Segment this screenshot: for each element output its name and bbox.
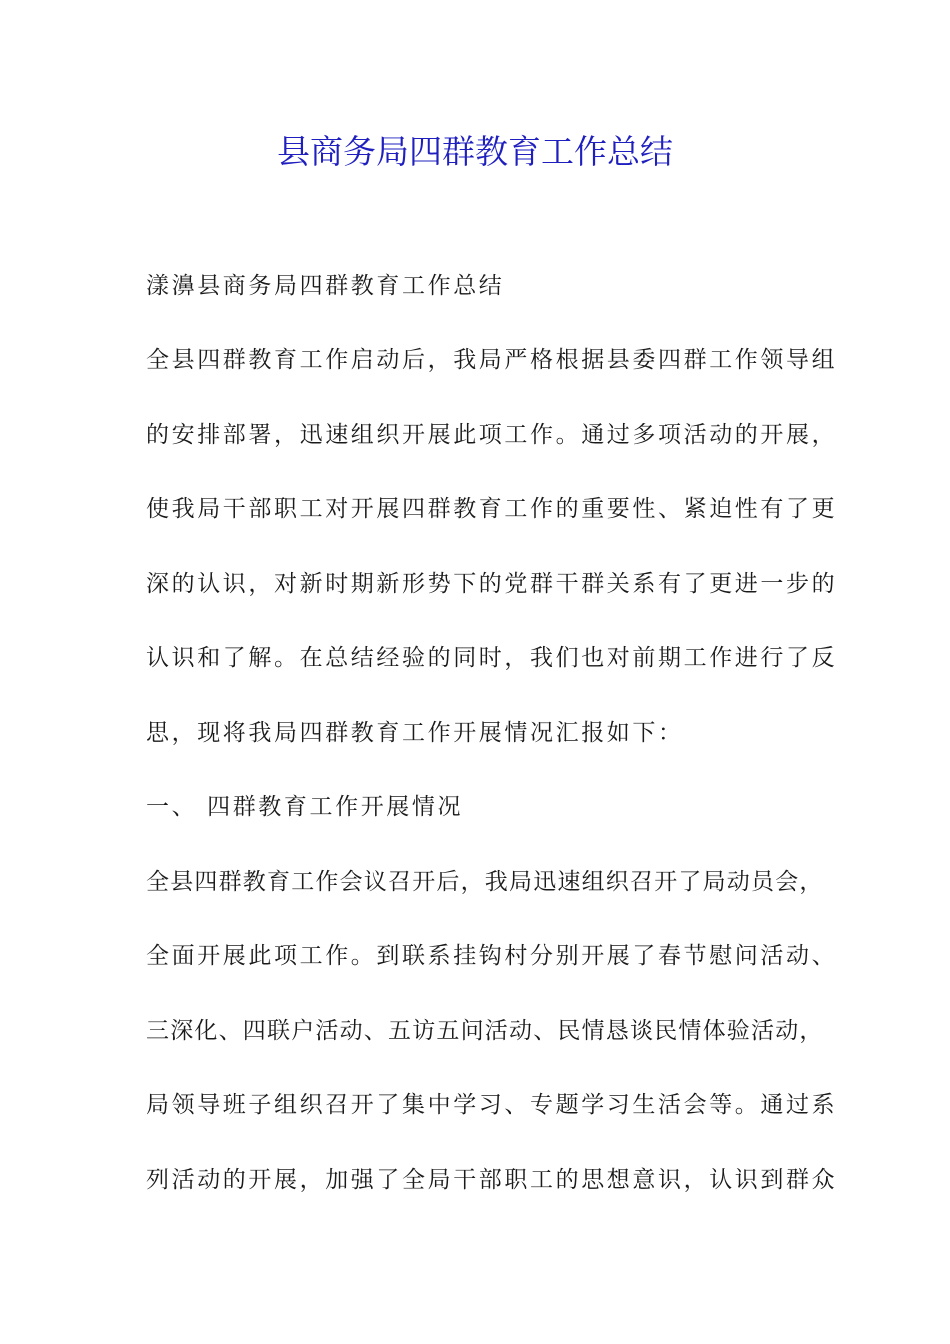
paragraph-line: 思，现将我局四群教育工作开展情况汇报如下：	[146, 720, 684, 746]
section-heading: 一、 四群教育工作开展情况	[146, 794, 464, 820]
paragraph-line: 使我局干部职工对开展四群教育工作的重要性、紧迫性有了更	[146, 496, 838, 522]
paragraph-line: 三深化、四联户活动、五访五问活动、民情恳谈民情体验活动，	[146, 1018, 824, 1044]
paragraph-line: 列活动的开展，加强了全局干部职工的思想意识，认识到群众	[146, 1167, 838, 1193]
paragraph-line: 全县四群教育工作会议召开后，我局迅速组织召开了局动员会，	[146, 869, 824, 895]
paragraph-line: 全县四群教育工作启动后，我局严格根据县委四群工作领导组	[146, 347, 838, 373]
document-title: 县商务局四群教育工作总结	[277, 132, 673, 171]
paragraph-line: 深的认识，对新时期新形势下的党群干群关系有了更进一步的	[146, 571, 838, 597]
paragraph-line: 局领导班子组织召开了集中学习、专题学习生活会等。通过系	[146, 1092, 838, 1118]
document-subtitle: 漾濞县商务局四群教育工作总结	[146, 273, 505, 299]
paragraph-line: 全面开展此项工作。到联系挂钩村分别开展了春节慰问活动、	[146, 943, 838, 969]
paragraph-line: 的安排部署，迅速组织开展此项工作。通过多项活动的开展，	[146, 422, 838, 448]
paragraph-line: 认识和了解。在总结经验的同时，我们也对前期工作进行了反	[146, 645, 838, 671]
